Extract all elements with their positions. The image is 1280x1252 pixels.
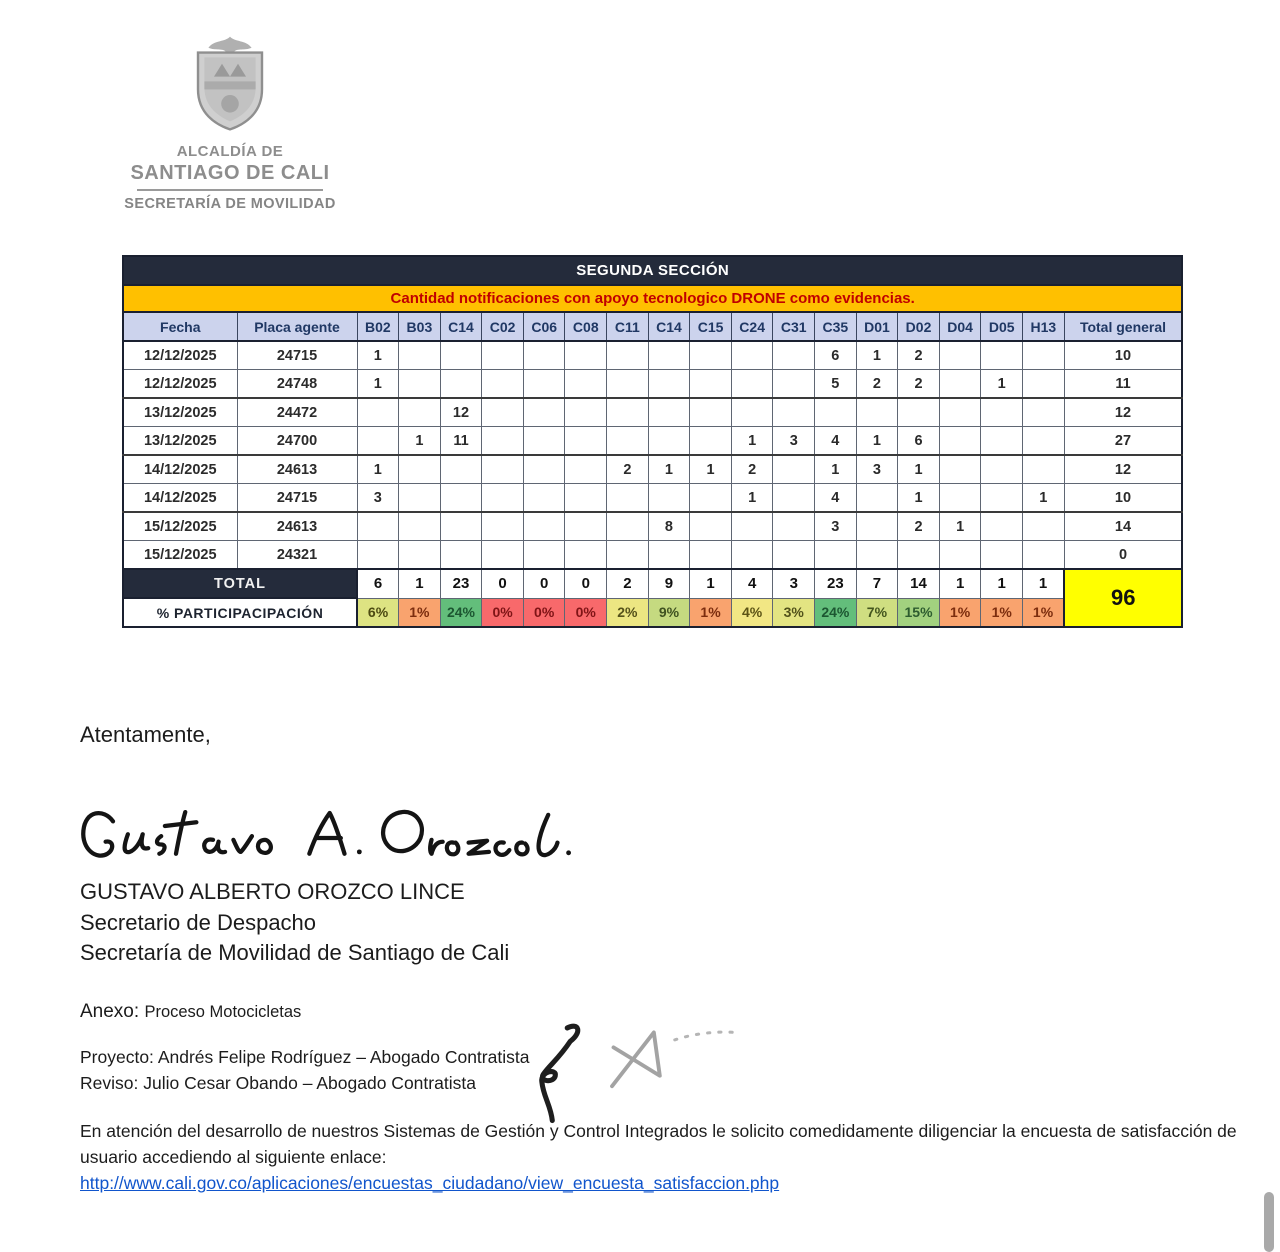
cell-value — [1023, 427, 1065, 456]
column-header: D04 — [939, 312, 981, 341]
cell-value: 1 — [648, 455, 690, 484]
cell-value: 4 — [815, 484, 857, 513]
cell-value — [357, 427, 399, 456]
column-header: Placa agente — [237, 312, 357, 341]
cell-value — [523, 455, 565, 484]
cell-fecha: 13/12/2025 — [123, 398, 237, 427]
total-row — [123, 569, 1182, 598]
letterhead-line1: ALCALDÍA DE — [176, 143, 284, 160]
table-row — [123, 370, 1182, 399]
cell-value: 1 — [357, 370, 399, 399]
drone-table — [122, 255, 1183, 628]
participation-value: 2% — [607, 598, 649, 627]
column-header: C35 — [815, 312, 857, 341]
total-value: 14 — [898, 569, 940, 598]
cell-placa: 24748 — [237, 370, 357, 399]
cell-value: 1 — [898, 484, 940, 513]
cell-value: 1 — [815, 455, 857, 484]
cell-fecha: 13/12/2025 — [123, 427, 237, 456]
table-row — [123, 427, 1182, 456]
cell-value — [815, 398, 857, 427]
cell-value — [898, 398, 940, 427]
cell-value — [565, 427, 607, 456]
cell-value — [607, 484, 649, 513]
total-value: 9 — [648, 569, 690, 598]
cell-total: 12 — [1064, 398, 1182, 427]
cell-value: 1 — [731, 484, 773, 513]
cell-value — [856, 484, 898, 513]
cell-value: 6 — [815, 341, 857, 370]
cell-value: 1 — [731, 427, 773, 456]
total-value: 1 — [399, 569, 441, 598]
cell-value: 1 — [981, 370, 1023, 399]
total-value: 6 — [357, 569, 399, 598]
cell-value — [939, 341, 981, 370]
letterhead-line3: SECRETARÍA DE MOVILIDAD — [124, 196, 336, 212]
cell-value — [523, 541, 565, 570]
column-header: Fecha — [123, 312, 237, 341]
cell-placa: 24613 — [237, 512, 357, 541]
cell-value — [523, 370, 565, 399]
cell-value: 3 — [773, 427, 815, 456]
proyecto-line: Proyecto: Andrés Felipe Rodríguez – Abogado Contratista — [80, 1047, 530, 1067]
participation-value: 1% — [981, 598, 1023, 627]
cell-value — [731, 398, 773, 427]
cell-value — [981, 484, 1023, 513]
cell-value — [773, 512, 815, 541]
column-header: H13 — [1023, 312, 1065, 341]
cell-total: 11 — [1064, 370, 1182, 399]
cell-value — [856, 398, 898, 427]
cell-value: 3 — [856, 455, 898, 484]
cell-value — [981, 341, 1023, 370]
total-value: 1 — [690, 569, 732, 598]
signatory-name: GUSTAVO ALBERTO OROZCO LINCE — [80, 879, 465, 904]
cell-fecha: 15/12/2025 — [123, 512, 237, 541]
drone-table-wrap — [122, 255, 1183, 628]
cell-value: 1 — [856, 341, 898, 370]
cell-value — [981, 512, 1023, 541]
cell-value — [399, 512, 441, 541]
anexo-value: Proceso Motocicletas — [144, 1003, 302, 1021]
cell-value — [981, 455, 1023, 484]
cell-value — [898, 541, 940, 570]
table-section-title: SEGUNDA SECCIÓN — [123, 256, 1182, 285]
cell-value — [482, 370, 524, 399]
cell-value — [399, 455, 441, 484]
table-row — [123, 398, 1182, 427]
total-value: 1 — [981, 569, 1023, 598]
column-header: B03 — [399, 312, 441, 341]
cell-value — [773, 541, 815, 570]
cell-value — [690, 541, 732, 570]
cell-value — [607, 427, 649, 456]
column-header: C14 — [648, 312, 690, 341]
column-header: C11 — [607, 312, 649, 341]
cell-fecha: 12/12/2025 — [123, 341, 237, 370]
cell-value — [981, 398, 1023, 427]
cell-value — [399, 341, 441, 370]
cell-fecha: 12/12/2025 — [123, 370, 237, 399]
cell-value — [523, 427, 565, 456]
cell-value — [773, 455, 815, 484]
cell-value — [648, 541, 690, 570]
cell-value — [440, 370, 482, 399]
cali-coat-of-arms-icon — [190, 34, 270, 136]
total-value: 2 — [607, 569, 649, 598]
table-row — [123, 455, 1182, 484]
cell-placa: 24700 — [237, 427, 357, 456]
handwritten-signature-gustavo — [76, 804, 576, 872]
cell-value: 11 — [440, 427, 482, 456]
cell-placa: 24715 — [237, 341, 357, 370]
cell-value: 2 — [731, 455, 773, 484]
cell-value — [607, 512, 649, 541]
footer-block — [80, 1118, 1245, 1196]
cell-value: 1 — [898, 455, 940, 484]
signatory-block — [80, 877, 509, 969]
cell-placa: 24715 — [237, 484, 357, 513]
cell-value — [399, 398, 441, 427]
cell-value — [731, 512, 773, 541]
column-header: C14 — [440, 312, 482, 341]
cell-placa: 24321 — [237, 541, 357, 570]
column-header: B02 — [357, 312, 399, 341]
participation-label: % PARTICIPACIPACIÓN — [123, 598, 357, 627]
cell-value: 2 — [898, 341, 940, 370]
cell-fecha: 14/12/2025 — [123, 484, 237, 513]
cell-value — [440, 455, 482, 484]
column-header: C02 — [482, 312, 524, 341]
cell-value — [399, 541, 441, 570]
cell-value: 1 — [1023, 484, 1065, 513]
cell-value: 6 — [898, 427, 940, 456]
cell-value — [981, 427, 1023, 456]
cell-value: 1 — [399, 427, 441, 456]
participation-value: 1% — [1023, 598, 1065, 627]
cell-value — [523, 341, 565, 370]
participation-value: 15% — [898, 598, 940, 627]
column-header: C06 — [523, 312, 565, 341]
cell-value — [731, 341, 773, 370]
participation-value: 6% — [357, 598, 399, 627]
cell-total: 0 — [1064, 541, 1182, 570]
letterhead — [108, 34, 352, 212]
cell-value: 2 — [856, 370, 898, 399]
cell-value — [565, 541, 607, 570]
cell-fecha: 14/12/2025 — [123, 455, 237, 484]
participation-value: 1% — [690, 598, 732, 627]
cell-value — [440, 484, 482, 513]
total-value: 3 — [773, 569, 815, 598]
cell-value: 1 — [357, 341, 399, 370]
cell-value: 1 — [690, 455, 732, 484]
cell-value — [440, 341, 482, 370]
participation-value: 0% — [482, 598, 524, 627]
cell-value — [565, 370, 607, 399]
cell-value — [607, 370, 649, 399]
anexo-line — [80, 1001, 301, 1023]
cell-value — [939, 427, 981, 456]
cell-value — [731, 541, 773, 570]
participation-value: 7% — [856, 598, 898, 627]
cell-value — [856, 541, 898, 570]
cell-value — [565, 512, 607, 541]
column-header: D02 — [898, 312, 940, 341]
total-value: 23 — [815, 569, 857, 598]
cell-value — [1023, 341, 1065, 370]
cell-value — [482, 484, 524, 513]
table-row — [123, 541, 1182, 570]
cell-value — [482, 398, 524, 427]
cell-value — [773, 484, 815, 513]
total-value: 1 — [939, 569, 981, 598]
closing-text: Atentamente, — [80, 722, 211, 747]
participation-value: 24% — [440, 598, 482, 627]
total-value: 4 — [731, 569, 773, 598]
cell-value — [690, 427, 732, 456]
cell-value — [482, 455, 524, 484]
cell-value — [690, 398, 732, 427]
cell-value — [523, 398, 565, 427]
cell-value — [648, 484, 690, 513]
signatory-title1: Secretario de Despacho — [80, 909, 317, 935]
column-header: C08 — [565, 312, 607, 341]
cell-value — [773, 341, 815, 370]
letterhead-divider — [137, 189, 323, 191]
cell-value — [1023, 370, 1065, 399]
cell-value: 4 — [815, 427, 857, 456]
cell-value — [482, 341, 524, 370]
cell-value — [648, 370, 690, 399]
cell-value — [939, 398, 981, 427]
total-value: 1 — [1023, 569, 1065, 598]
handwritten-initials-overlay — [468, 1016, 768, 1128]
participation-value: 9% — [648, 598, 690, 627]
column-header: C24 — [731, 312, 773, 341]
cell-value — [648, 398, 690, 427]
cell-value — [482, 512, 524, 541]
cell-value — [939, 484, 981, 513]
cell-value — [440, 512, 482, 541]
cell-value — [565, 341, 607, 370]
column-header: C15 — [690, 312, 732, 341]
cell-value — [981, 541, 1023, 570]
cell-total: 10 — [1064, 341, 1182, 370]
cell-value — [773, 398, 815, 427]
cell-value — [607, 541, 649, 570]
column-header: C31 — [773, 312, 815, 341]
total-value: 0 — [523, 569, 565, 598]
survey-link[interactable]: http://www.cali.gov.co/aplicaciones/encuestas_ciudadano/view_encuesta_satisfaccion.php — [80, 1173, 780, 1193]
cell-value: 8 — [648, 512, 690, 541]
cell-total: 12 — [1064, 455, 1182, 484]
participation-row — [123, 598, 1182, 627]
participation-value: 0% — [565, 598, 607, 627]
cell-value — [565, 398, 607, 427]
total-value: 23 — [440, 569, 482, 598]
participation-value: 1% — [939, 598, 981, 627]
cell-value — [648, 341, 690, 370]
total-value: 0 — [565, 569, 607, 598]
vertical-scrollbar-thumb[interactable] — [1264, 1192, 1274, 1252]
cell-value — [440, 541, 482, 570]
cell-value — [690, 370, 732, 399]
cell-total: 10 — [1064, 484, 1182, 513]
cell-value — [523, 484, 565, 513]
cell-value — [1023, 512, 1065, 541]
cell-value — [1023, 541, 1065, 570]
table-row — [123, 512, 1182, 541]
footer-paragraph: En atención del desarrollo de nuestros Sistemas de Gestión y Control Integrados le solicito comedidamente diligenciar la encuesta de satisfacción de usuario accediendo al siguiente enlace: — [80, 1121, 1237, 1167]
cell-value — [939, 455, 981, 484]
cell-value: 1 — [856, 427, 898, 456]
column-header: Total general — [1064, 312, 1182, 341]
participation-value: 1% — [399, 598, 441, 627]
table-row — [123, 341, 1182, 370]
cell-value — [565, 455, 607, 484]
signatory-title2: Secretaría de Movilidad de Santiago de Cali — [80, 940, 510, 965]
cell-value — [399, 370, 441, 399]
cell-value — [648, 427, 690, 456]
cell-total: 27 — [1064, 427, 1182, 456]
column-header: D01 — [856, 312, 898, 341]
cell-value: 1 — [939, 512, 981, 541]
cell-placa: 24613 — [237, 455, 357, 484]
participation-value: 0% — [523, 598, 565, 627]
cell-value — [1023, 455, 1065, 484]
cell-value: 5 — [815, 370, 857, 399]
cell-value — [523, 512, 565, 541]
reviso-line: Reviso: Julio Cesar Obando – Abogado Contratista — [80, 1073, 476, 1093]
cell-value — [482, 427, 524, 456]
cell-value — [815, 541, 857, 570]
cell-value — [939, 370, 981, 399]
total-value: 7 — [856, 569, 898, 598]
cell-value — [856, 512, 898, 541]
cell-value — [357, 541, 399, 570]
cell-value: 1 — [357, 455, 399, 484]
cell-value: 2 — [898, 512, 940, 541]
cell-value — [939, 541, 981, 570]
cell-value: 2 — [607, 455, 649, 484]
column-header: D05 — [981, 312, 1023, 341]
cell-value — [357, 398, 399, 427]
cell-value — [731, 370, 773, 399]
cell-total: 14 — [1064, 512, 1182, 541]
cell-value — [607, 341, 649, 370]
cell-value — [399, 484, 441, 513]
letterhead-line2: SANTIAGO DE CALI — [130, 162, 330, 184]
grand-total: 96 — [1064, 569, 1182, 627]
cell-value: 12 — [440, 398, 482, 427]
cell-value — [357, 512, 399, 541]
total-value: 0 — [482, 569, 524, 598]
cell-value — [607, 398, 649, 427]
anexo-label: Anexo: — [80, 1001, 140, 1022]
participation-value: 3% — [773, 598, 815, 627]
cell-value: 2 — [898, 370, 940, 399]
total-label: TOTAL — [123, 569, 357, 598]
cell-value: 3 — [357, 484, 399, 513]
table-subtitle: Cantidad notificaciones con apoyo tecnologico DRONE como evidencias. — [123, 285, 1182, 312]
cell-value — [690, 341, 732, 370]
cell-fecha: 15/12/2025 — [123, 541, 237, 570]
cell-value — [565, 484, 607, 513]
participation-value: 4% — [731, 598, 773, 627]
cell-value — [1023, 398, 1065, 427]
cell-value — [690, 484, 732, 513]
cell-value — [482, 541, 524, 570]
cell-placa: 24472 — [237, 398, 357, 427]
cell-value — [690, 512, 732, 541]
cell-value — [773, 370, 815, 399]
cell-value: 3 — [815, 512, 857, 541]
participation-value: 24% — [815, 598, 857, 627]
table-row — [123, 484, 1182, 513]
